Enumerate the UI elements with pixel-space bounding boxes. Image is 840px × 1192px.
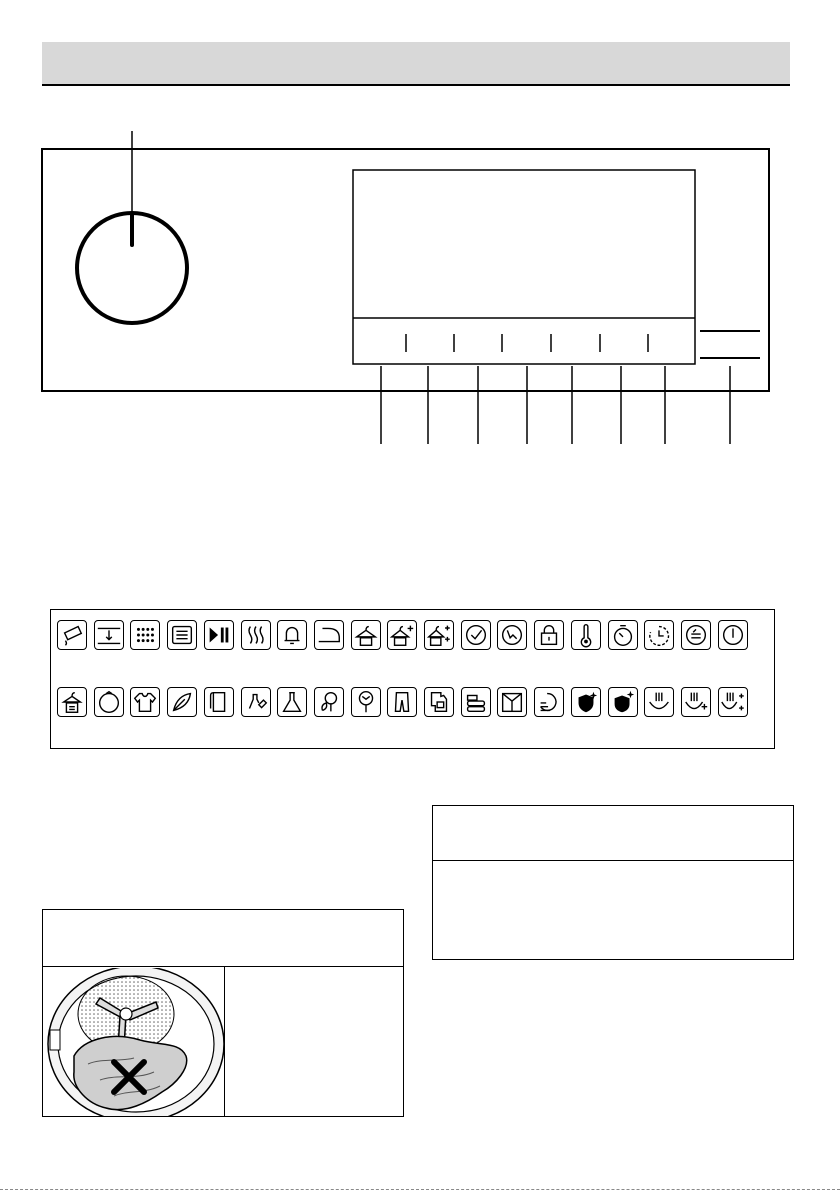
warning-box-vertical-divider [224,966,225,1117]
control-panel-diagram [0,0,840,460]
lock-icon [534,620,564,650]
timer-circle-icon [94,687,124,717]
mixed-icon [241,687,271,717]
start-pause-icon [204,620,234,650]
cotton-icon [351,687,381,717]
sportswear-icon [424,687,454,717]
control-panel-frame [42,149,769,391]
bedding-icon [461,687,491,717]
steam-refresh-plus-icon [681,687,711,717]
shirts-icon [497,687,527,717]
menu-lines-icon [167,620,197,650]
hanger-2-plus-plus-icon [424,620,454,650]
dot-grid-icon [130,620,160,650]
button-ticks [406,334,648,352]
shirt-icon [130,687,160,717]
iron-icon [314,620,344,650]
towel-icon [204,687,234,717]
water-tank-icon [57,620,87,650]
eco-cotton-icon [314,687,344,717]
bell-icon [277,620,307,650]
check-icon [461,620,491,650]
refresh-icon [497,620,527,650]
steam-refresh-icon [644,687,674,717]
notice-table [432,805,794,960]
drum-hub [120,1008,132,1020]
power-icon [718,620,748,650]
stopwatch-icon [608,620,638,650]
quick-icon [534,687,564,717]
flask-icon [277,687,307,717]
filter-handle [50,1030,60,1050]
jeans-icon [387,687,417,717]
dryer-drum-no-overload-illustration [44,968,224,1116]
notice-table-divider [432,860,794,861]
hanger-2-plus-icon [387,620,417,650]
anti-crease-icon [681,620,711,650]
shield-star-2-icon [608,687,638,717]
warning-box-divider [42,966,404,967]
hanger-2-icon [351,620,381,650]
hanger-dry-icon [57,687,87,717]
footer-dashed-line [0,1189,840,1190]
callout-leaders [381,366,730,444]
drying-level-icon [94,620,124,650]
steam-icon [241,620,271,650]
display-window [353,170,695,364]
steam-refresh-plus-plus-icon [718,687,748,717]
delay-timer-icon [644,620,674,650]
feather-icon [167,687,197,717]
thermometer-icon [571,620,601,650]
shield-star-icon [571,687,601,717]
